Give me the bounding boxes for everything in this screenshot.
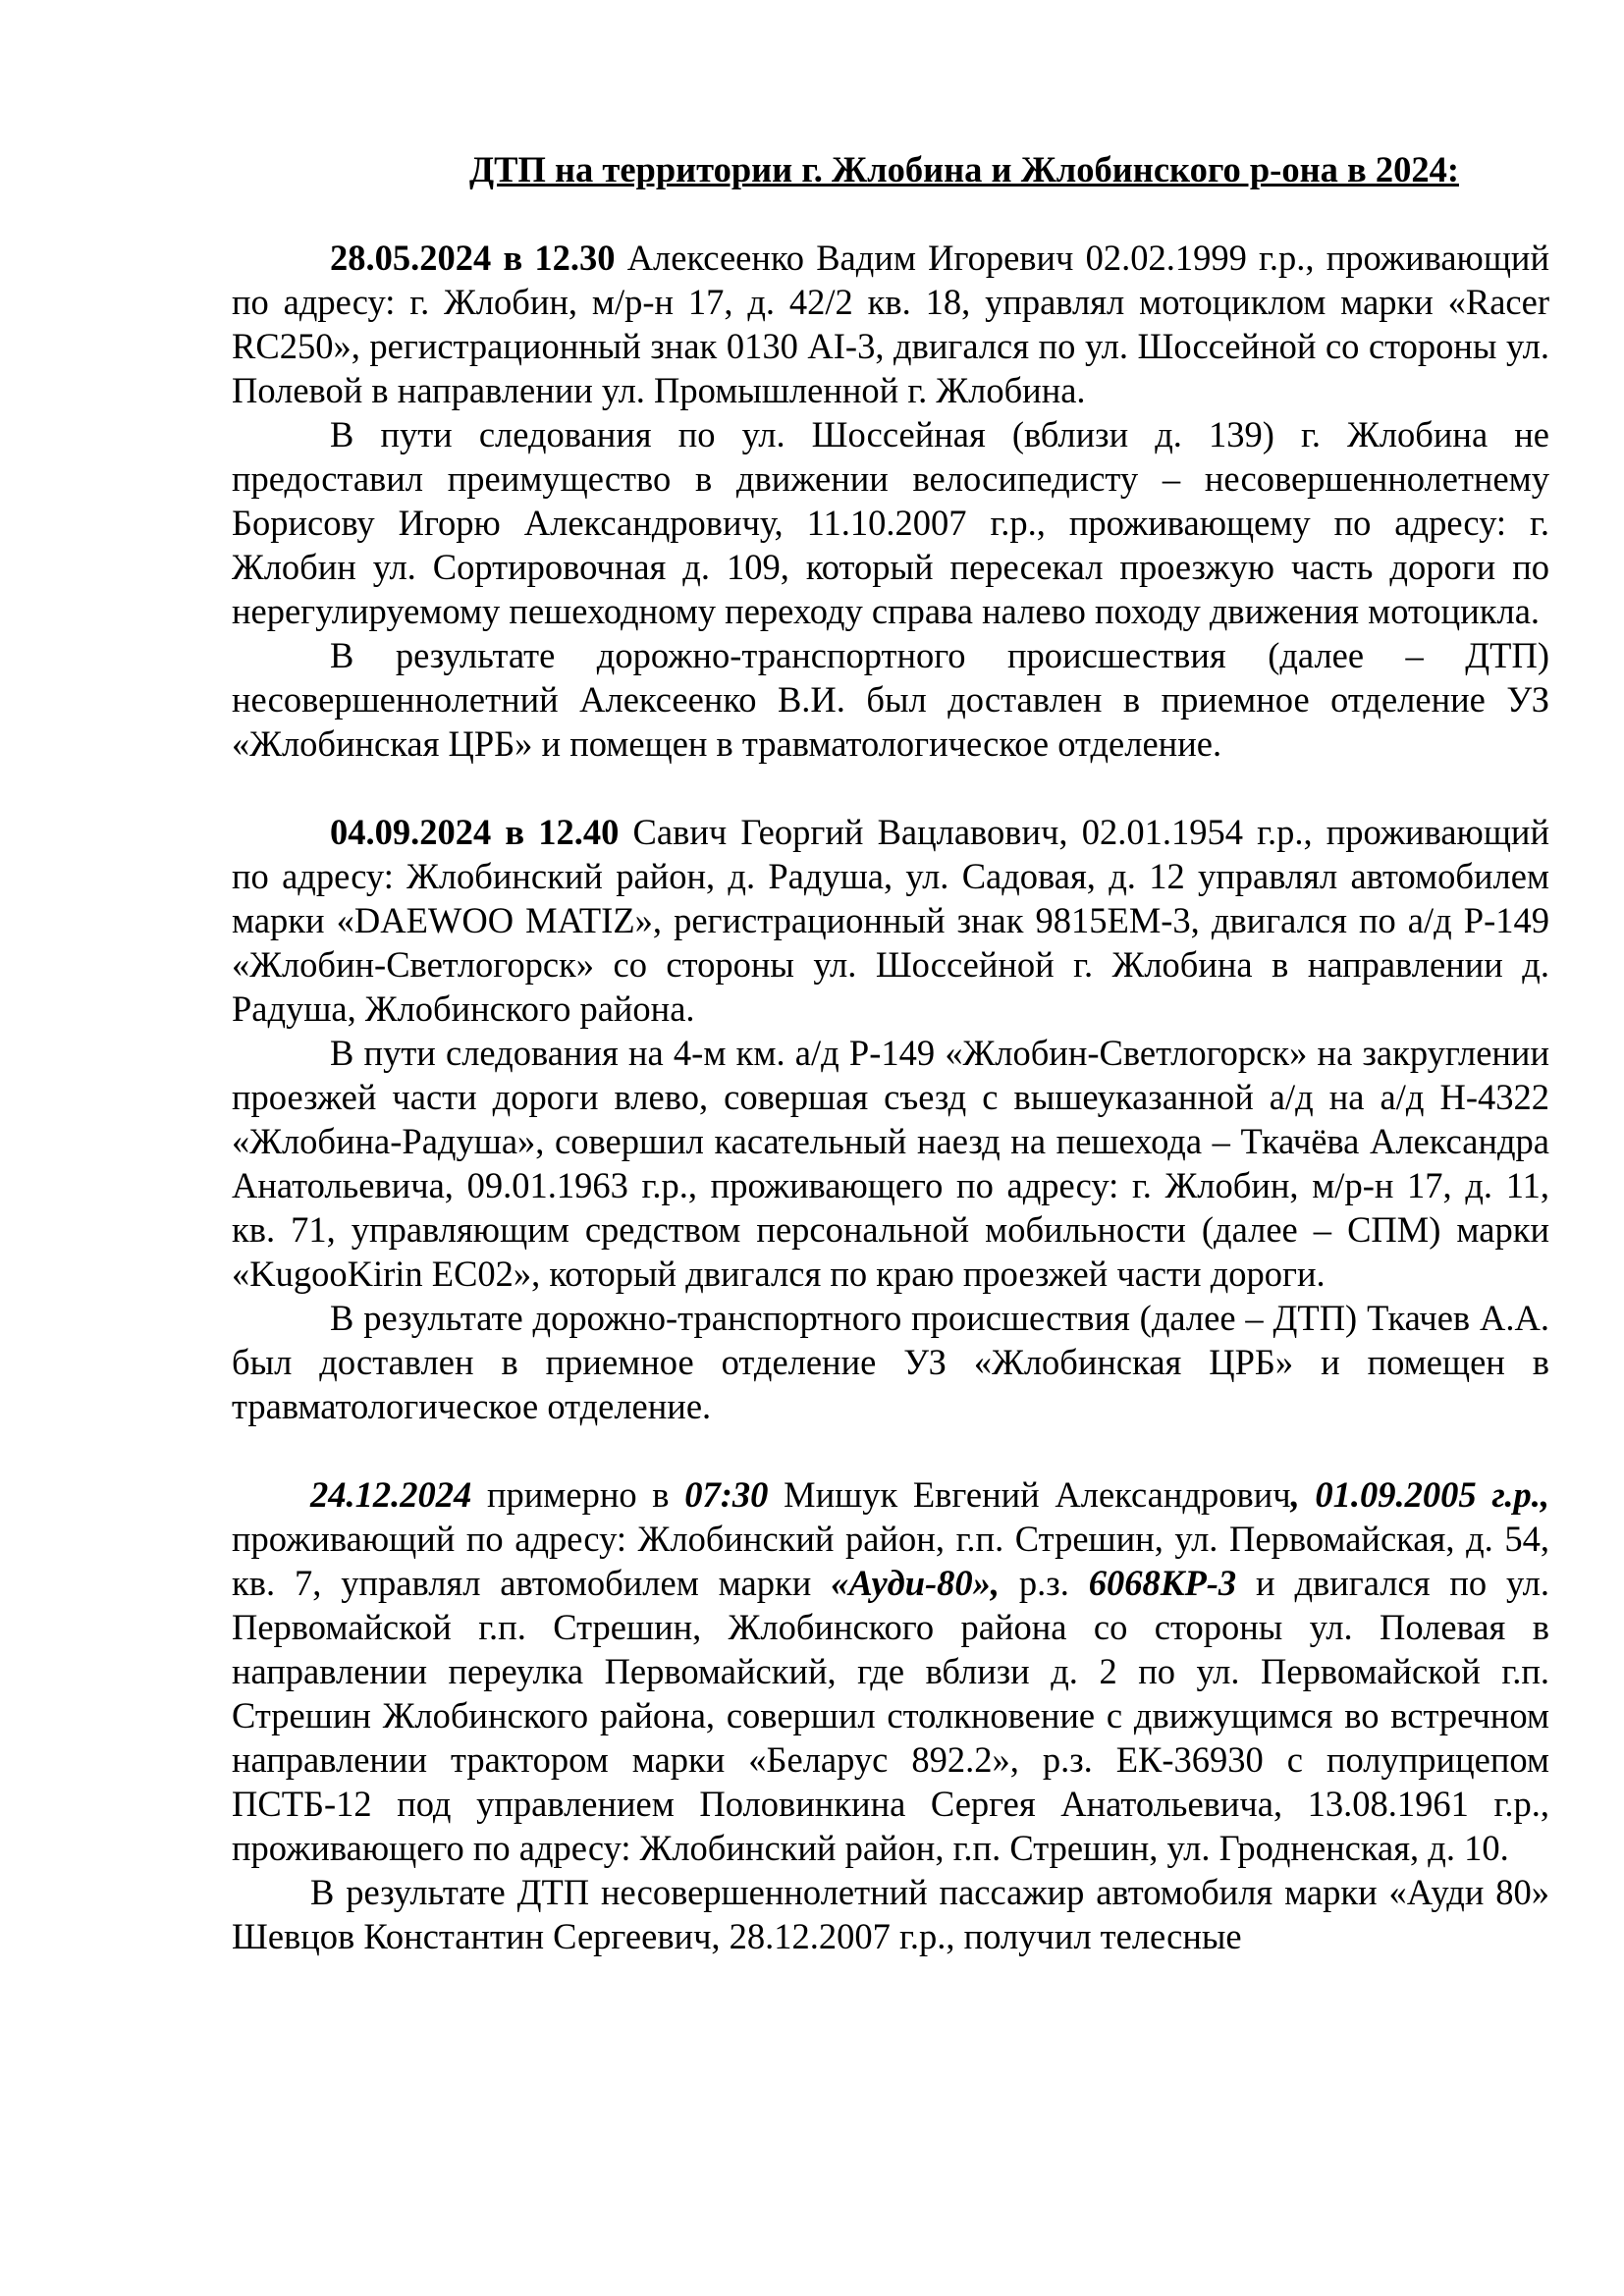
incident-3-paragraph-2: В результате ДТП несовершеннолетний пассажир автомобиля марки «Ауди 80» Шевцов Константин Сергеевич, 28.12.2007 г.р., получил телесные (232, 1872, 1549, 1956)
page-title: ДТП на территории г. Жлобина и Жлобинского р-она в 2024: (469, 149, 1459, 189)
incident-2-datetime: 04.09.2024 в 12.40 (330, 812, 620, 852)
incident-3-paragraph-1 (232, 1472, 1549, 1870)
incident-3-dob: , 01.09.2005 г.р., (1290, 1474, 1549, 1515)
incident-2-paragraph-2: В пути следования на 4-м км. а/д Р-149 «Жлобин-Светлогорск» на закруглении проезжей части дороги влево, совершая съезд с вышеуказанной а/д на а/д Н-4322 «Жлобина-Радуша», совершил касательный наезд на пешехода – Ткачёва Александра Анатольевича, 09.01.1963 г.р., проживающего по адресу: г. Жлобин, м/р-н 17, д. 11, кв. 71, управляющим средством персональной мобильности (далее – СПМ) марки «KugooKirin EC02», который двигался по краю проезжей части дороги. (232, 1033, 1549, 1294)
incident-3-time: 07:30 (684, 1474, 769, 1515)
incident-1-datetime: 28.05.2024 в 12.30 (330, 238, 616, 278)
incident-3-date: 24.12.2024 (310, 1474, 472, 1515)
incident-3-text-4: р.з. (1000, 1563, 1089, 1603)
incident-1-text: Алексеенко Вадим Игоревич 02.02.1999 г.р., проживающий по адресу: г. Жлобин, м/р-н 17, д. 42/2 кв. 18, управлял мотоциклом марки «Racer RC250», регистрационный знак 0130 AI-3, двигался по ул. Шоссейной со стороны ул. Полевой в направлении ул. Промышленной г. Жлобина. (232, 238, 1549, 410)
incident-1-paragraph-1 (232, 236, 1549, 412)
section-gap (232, 766, 1549, 810)
incident-1-paragraph-2: В пути следования по ул. Шоссейная (вблизи д. 139) г. Жлобина не предоставил преимущество в движении велосипедисту – несовершеннолетнему Борисову Игорю Александровичу, 11.10.2007 г.р., проживающему по адресу: г. Жлобин ул. Сортировочная д. 109, который пересекал проезжую часть дороги по нерегулируемому пешеходному переходу справа налево походу движения мотоцикла. (232, 414, 1549, 631)
incident-1-paragraph-3: В результате дорожно-транспортного происшествия (далее – ДТП) несовершеннолетний Алексеенко В.И. был доставлен в приемное отделение УЗ «Жлобинская ЦРБ» и помещен в травматологическое отделение. (232, 635, 1549, 764)
section-gap (232, 1428, 1549, 1472)
incident-3-car: «Ауди-80», (831, 1563, 1001, 1603)
incident-2-paragraph-3: В результате дорожно-транспортного происшествия (далее – ДТП) Ткачев А.А. был доставлен в приемное отделение УЗ «Жлобинская ЦРБ» и помещен в травматологическое отделение. (232, 1298, 1549, 1426)
incident-3-text-5: и двигался по ул. Первомайской г.п. Стрешин, Жлобинского района со стороны ул. Полевая в направлении переулка Первомайский, где вблизи д. 2 по ул. Первомайской г.п. Стрешин Жлобинского района, совершил столкновение с движущимся во встречном направлении трактором марки «Беларус 892.2», р.з. ЕК-36930 с полуприцепом ПСТБ-12 под управлением Половинкина Сергея Анатольевича, 13.08.1961 г.р., проживающего по адресу: Жлобинский район, г.п. Стрешин, ул. Гродненская, д. 10. (232, 1563, 1549, 1868)
incident-3-text-1: примерно в (471, 1474, 685, 1515)
incident-2-text: Савич Георгий Вацлавович, 02.01.1954 г.р., проживающий по адресу: Жлобинский район, д. Радуша, ул. Садовая, д. 12 управлял автомобилем марки «DAEWOO MATIZ», регистрационный знак 9815ЕМ-3, двигался по а/д Р-149 «Жлобин-Светлогорск» со стороны ул. Шоссейной г. Жлобина в направлении д. Радуша, Жлобинского района. (232, 812, 1549, 1029)
incident-3-text-2: Мишук Евгений Александрович (768, 1474, 1291, 1515)
document-page (232, 147, 1549, 1958)
incident-2-paragraph-1 (232, 810, 1549, 1031)
incident-3-text-3: проживающий по адресу: Жлобинский район, г.п. Стрешин, ул. Первомайская, д. 54, кв. 7, управлял автомобилем марки (232, 1519, 1549, 1603)
incident-3-plate: 6068КР-3 (1088, 1563, 1237, 1603)
